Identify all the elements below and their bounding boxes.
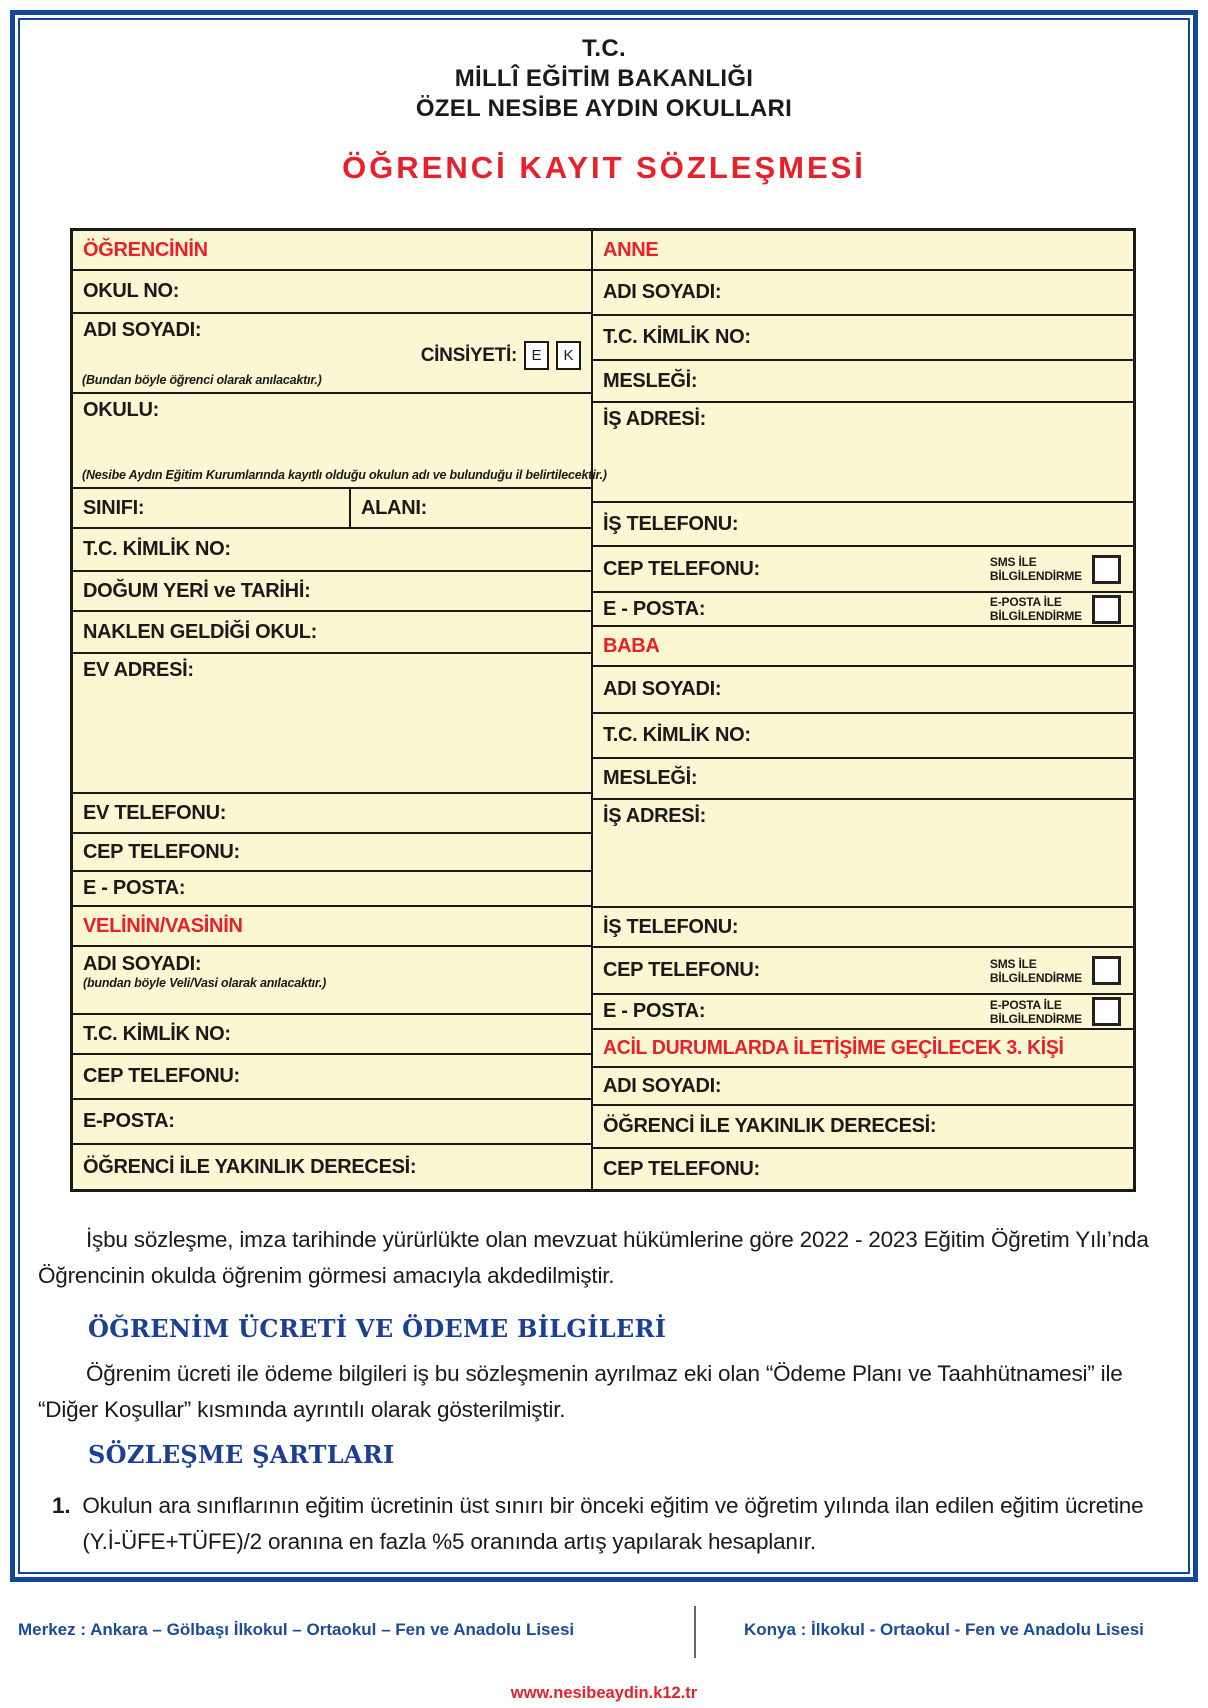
clause-number: 1.	[52, 1493, 71, 1518]
field-student-tc-kimlik[interactable]: T.C. KİMLİK NO:	[73, 529, 591, 572]
gender-label: CİNSİYETİ:	[420, 344, 517, 366]
field-student-ev-adresi[interactable]: EV ADRESİ:	[73, 654, 591, 794]
field-guardian-eposta[interactable]: E-POSTA:	[73, 1100, 591, 1145]
field-student-okulu[interactable]: OKULU: (Nesibe Aydın Eğitim Kurumlarında kayıtlı olduğu okulun adı ve bulunduğu il belirtilecektir.)	[73, 394, 591, 489]
field-father-tc-kimlik[interactable]: T.C. KİMLİK NO:	[593, 714, 1133, 759]
field-father-cep-telefonu[interactable]: CEP TELEFONU: SMS İLE BİLGİLENDİRME	[593, 948, 1133, 995]
contract-clause-1	[52, 1488, 1162, 1560]
heading-sozlesme-sartlari: SÖZLEŞME ŞARTLARI	[88, 1440, 395, 1469]
field-father-is-telefonu[interactable]: İŞ TELEFONU:	[593, 908, 1133, 948]
eposta-notify-label: E-POSTA İLE BİLGİLENDİRME	[989, 997, 1082, 1026]
footer-konya: Konya : İlkokul - Ortaokul - Fen ve Anadolu Lisesi	[744, 1620, 1144, 1639]
header-school: ÖZEL NESİBE AYDIN OKULLARI	[415, 95, 793, 122]
field-mother-eposta[interactable]: E - POSTA: E-POSTA İLE BİLGİLENDİRME	[593, 593, 1133, 627]
field-guardian-yakinlik[interactable]: ÖĞRENCİ İLE YAKINLIK DERECESİ:	[83, 1155, 417, 1178]
father-sms-notify-group	[990, 956, 1133, 985]
student-school-note: (Nesibe Aydın Eğitim Kurumlarında kayıtlı olduğu okulun adı ve bulunduğu il belirtilecektir.)	[82, 468, 607, 482]
field-student-naklen[interactable]: NAKLEN GELDİĞİ OKUL:	[73, 612, 591, 654]
father-eposta-notify-group	[990, 997, 1133, 1026]
table-column-parents	[593, 231, 1133, 1189]
gender-male-checkbox[interactable]: E	[524, 341, 549, 370]
field-mother-adi-soyadi[interactable]: ADI SOYADI:	[593, 271, 1133, 316]
header-tc: T.C.	[582, 35, 626, 62]
section-anne: ANNE	[593, 231, 1133, 271]
field-emergency-yakinlik[interactable]: ÖĞRENCİ İLE YAKINLIK DERECESİ:	[593, 1106, 1133, 1149]
row-sinifi-alani	[73, 489, 591, 529]
section-velinin-vasinin: VELİNİN/VASİNİN	[73, 907, 591, 947]
field-emergency-cep-telefonu[interactable]: CEP TELEFONU:	[603, 1157, 760, 1180]
field-mother-is-adresi[interactable]: İŞ ADRESİ:	[593, 403, 1133, 503]
field-student-cep-telefonu[interactable]: CEP TELEFONU:	[73, 834, 591, 872]
field-mother-meslegi[interactable]: MESLEĞİ:	[593, 361, 1133, 403]
clause-text: Okulun ara sınıflarının eğitim ücretinin üst sınırı bir önceki eğitim ve öğretim yılında ilan edilen eğitim ücretine (Y.İ-ÜFE+TÜFE)/2 oranına en fazla %5 oranında artış yapılarak hesaplanır.	[82, 1493, 1144, 1554]
header-ministry: MİLLÎ EĞİTİM BAKANLIĞI	[454, 65, 754, 92]
eposta-notify-label: E-POSTA İLE BİLGİLENDİRME	[989, 595, 1082, 623]
field-father-eposta[interactable]: E - POSTA: E-POSTA İLE BİLGİLENDİRME	[593, 995, 1133, 1030]
sms-notify-label: SMS İLE BİLGİLENDİRME	[989, 555, 1082, 583]
footer-divider	[694, 1606, 696, 1658]
field-father-adi-soyadi[interactable]: ADI SOYADI:	[593, 667, 1133, 714]
field-student-sinifi[interactable]: SINIFI:	[73, 489, 351, 527]
document-header	[0, 34, 1208, 124]
gender-female-checkbox[interactable]: K	[556, 341, 581, 370]
mother-eposta-checkbox[interactable]	[1092, 595, 1121, 624]
table-column-student	[73, 231, 607, 1189]
father-eposta-checkbox[interactable]	[1092, 997, 1121, 1026]
registration-table	[70, 228, 1136, 1192]
field-guardian-cep-telefonu[interactable]: CEP TELEFONU:	[73, 1055, 591, 1100]
field-emergency-adi-soyadi[interactable]: ADI SOYADI:	[593, 1068, 1133, 1106]
field-student-alani[interactable]: ALANI:	[361, 496, 427, 519]
sms-notify-label: SMS İLE BİLGİLENDİRME	[989, 956, 1082, 985]
guardian-name-note: (bundan böyle Veli/Vasi olarak anılacaktır.)	[83, 976, 327, 990]
section-ogrencinin: ÖĞRENCİNİN	[73, 231, 591, 271]
payment-info-paragraph: Öğrenim ücreti ile ödeme bilgileri iş bu sözleşmenin ayrılmaz eki olan “Ödeme Planı ve Taahhütnamesi” ile “Diğer Koşullar” kısmında ayrıntılı olarak gösterilmiştir.	[38, 1361, 1123, 1422]
field-father-meslegi[interactable]: MESLEĞİ:	[593, 759, 1133, 800]
footer-merkez: Merkez : Ankara – Gölbaşı İlkokul – Ortaokul – Fen ve Anadolu Lisesi	[18, 1620, 575, 1639]
field-student-okul-no[interactable]: OKUL NO:	[73, 271, 591, 314]
field-mother-cep-telefonu[interactable]: CEP TELEFONU: SMS İLE BİLGİLENDİRME	[593, 547, 1133, 593]
field-father-is-adresi[interactable]: İŞ ADRESİ:	[593, 800, 1133, 908]
footer-website-link[interactable]: www.nesibeaydin.k12.tr	[510, 1684, 698, 1702]
gender-group	[421, 341, 581, 370]
section-baba: BABA	[593, 627, 1133, 667]
field-student-adi-soyadi[interactable]: ADI SOYADI: CİNSİYETİ: E K (Bundan böyle öğrenci olarak anılacaktır.)	[73, 314, 591, 394]
field-mother-tc-kimlik[interactable]: T.C. KİMLİK NO:	[593, 316, 1133, 361]
field-mother-is-telefonu[interactable]: İŞ TELEFONU:	[593, 503, 1133, 547]
field-guardian-adi-soyadi[interactable]: ADI SOYADI: (bundan böyle Veli/Vasi olarak anılacaktır.)	[73, 947, 591, 1015]
page-title: ÖĞRENCİ KAYIT SÖZLEŞMESİ	[342, 150, 866, 185]
student-name-note: (Bundan böyle öğrenci olarak anılacaktır.)	[82, 373, 322, 387]
field-student-ev-telefonu[interactable]: EV TELEFONU:	[73, 794, 591, 834]
father-sms-checkbox[interactable]	[1092, 956, 1121, 985]
section-acil-durum: ACİL DURUMLARDA İLETİŞİME GEÇİLECEK 3. KİŞİ	[593, 1030, 1133, 1068]
heading-odeme-bilgileri: ÖĞRENİM ÜCRETİ VE ÖDEME BİLGİLERİ	[88, 1314, 667, 1343]
mother-eposta-notify-group	[990, 595, 1133, 624]
contract-intro-paragraph: İşbu sözleşme, imza tarihinde yürürlükte olan mevzuat hükümlerine göre 2022 - 2023 Eğitim Öğretim Yılı’nda Öğrencinin okulda öğrenim görmesi amacıyla akdedilmiştir.	[38, 1227, 1149, 1288]
field-student-eposta[interactable]: E - POSTA:	[73, 872, 591, 907]
mother-sms-checkbox[interactable]	[1092, 555, 1121, 584]
field-guardian-tc-kimlik[interactable]: T.C. KİMLİK NO:	[73, 1015, 591, 1055]
mother-sms-notify-group	[990, 555, 1133, 584]
field-student-dogum[interactable]: DOĞUM YERİ ve TARİHİ:	[73, 572, 591, 612]
